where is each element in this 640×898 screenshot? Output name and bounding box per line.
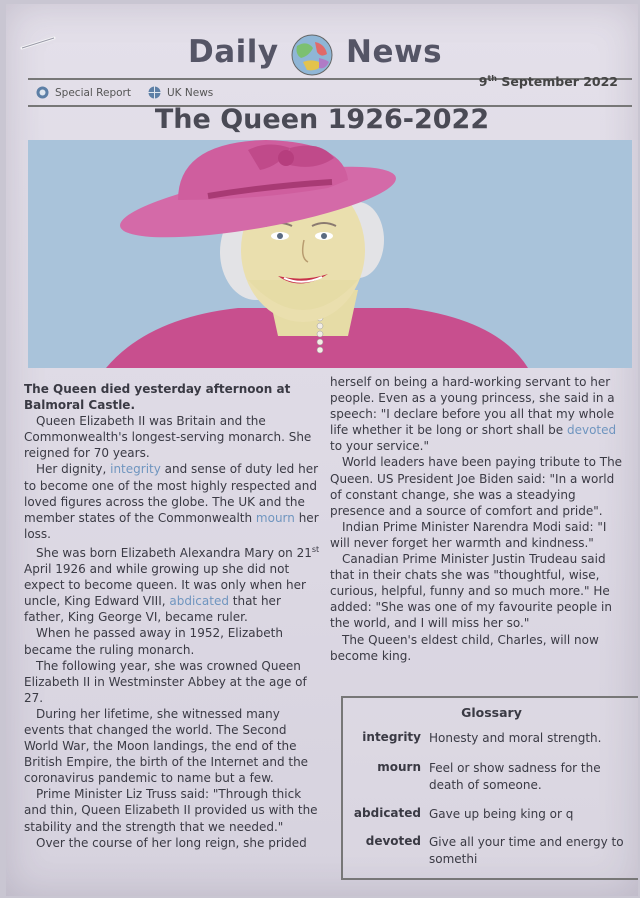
globe-small-icon	[148, 86, 161, 99]
globe-logo-icon	[289, 32, 335, 78]
glossary-term: devoted	[365, 834, 421, 848]
glossary-entry	[343, 834, 638, 868]
ordinal-suffix: st	[311, 544, 320, 554]
glossary-word-abdicated: abdicated	[169, 594, 229, 609]
paragraph: During her lifetime, she witnessed many events that changed the world. The Second World War, the Moon landings, the end of the British Empire, the birth of the Internet and the coronavirus pandemic to name but a few.	[24, 706, 309, 786]
masthead-daily: Daily	[188, 34, 279, 70]
paragraph	[24, 461, 320, 541]
text-run: Her dignity,	[36, 462, 111, 477]
glossary-definition: Honesty and moral strength.	[429, 731, 602, 745]
text-run: April 1926 and while growing up she did not expect to become queen. It was only when her uncle, King Edward VIII,	[24, 562, 306, 609]
glossary-entry	[343, 760, 638, 794]
glossary-term: integrity	[362, 730, 421, 744]
section-tags	[28, 74, 632, 104]
paragraph: Prime Minister Liz Truss said: "Through thick and thin, Queen Elizabeth II provided us with the stability and the strength that we needed."	[24, 787, 318, 834]
glossary-box	[341, 696, 638, 880]
tag-special-label: Special Report	[55, 86, 131, 99]
text-run: her loss.	[24, 510, 319, 541]
glossary-title: Glossary	[461, 705, 522, 720]
paragraph: World leaders have been paying tribute to The Queen. US President Joe Biden said: "In a world of constant change, she was a steadying presence and a source of comfort and pride".	[330, 455, 623, 518]
article-lead: The Queen died yesterday afternoon at Balmoral Castle.	[24, 382, 291, 413]
glossary-definition: Gave up being king or q	[429, 807, 574, 821]
glossary-definition: Give all your time and energy to somethi	[429, 835, 624, 866]
newspaper-page	[6, 4, 638, 896]
paragraph: When he passed away in 1952, Elizabeth became the ruling monarch.	[24, 626, 283, 657]
tag-special-report	[36, 86, 131, 99]
date-day: 9	[478, 74, 488, 90]
paragraph: The following year, she was crowned Queen Elizabeth II in Westminster Abbey at the age of 27.	[24, 658, 307, 705]
paragraph: Over the course of her long reign, she prided	[36, 835, 307, 850]
paragraph: Queen Elizabeth II was Britain and the Commonwealth's longest-serving monarch. She reigned for 70 years.	[24, 414, 312, 461]
glossary-entry	[343, 730, 638, 747]
glossary-word-integrity: integrity	[110, 462, 161, 477]
glossary-term: abdicated	[353, 806, 421, 820]
text-run: that her father, King George VI, became ruler.	[24, 594, 281, 625]
paragraph: The Queen's eldest child, Charles, will now become king.	[330, 632, 599, 663]
glossary-entry	[343, 806, 638, 823]
text-run: She was born Elizabeth Alexandra Mary on 21	[36, 545, 312, 560]
text-run: to your service."	[330, 439, 429, 454]
article-column-right	[330, 374, 628, 664]
paragraph: Indian Prime Minister Narendra Modi said: "I will never forget her warmth and kindness."	[330, 519, 607, 550]
tag-uk-label: UK News	[167, 86, 214, 99]
paragraph	[24, 542, 320, 625]
paragraph: Canadian Prime Minister Justin Trudeau said that in their chats she was "thoughtful, wise, curious, helpful, funny and so much more." He added: "She was one of my favourite people in the world, and I will miss her so."	[330, 552, 612, 631]
tag-uk-news	[148, 86, 213, 99]
glossary-word-devoted: devoted	[566, 423, 617, 438]
masthead-news: News	[346, 34, 443, 70]
special-report-icon	[36, 86, 49, 99]
queen-portrait-illustration	[28, 140, 632, 368]
paragraph	[330, 374, 628, 454]
date-rest: September 2022	[501, 74, 618, 90]
glossary-term: mourn	[377, 760, 421, 774]
glossary-definition: Feel or show sadness for the death of someone.	[429, 761, 601, 792]
date-suffix: th	[487, 74, 497, 83]
headline: The Queen 1926-2022	[154, 104, 490, 135]
masthead	[6, 30, 638, 78]
issue-date	[479, 74, 618, 89]
article-column-left	[24, 381, 320, 851]
text-run: herself on being a hard-working servant to her people. Even as a young princess, she said in a speech: "I declare before you all that my whole life whether it be long or short shall be	[330, 375, 615, 438]
text-run: and sense of duty led her to become one of the most highly respected and loved figures across the globe. The UK and the member states of the Commonwealth	[24, 462, 319, 525]
glossary-word-mourn: mourn	[255, 510, 295, 525]
